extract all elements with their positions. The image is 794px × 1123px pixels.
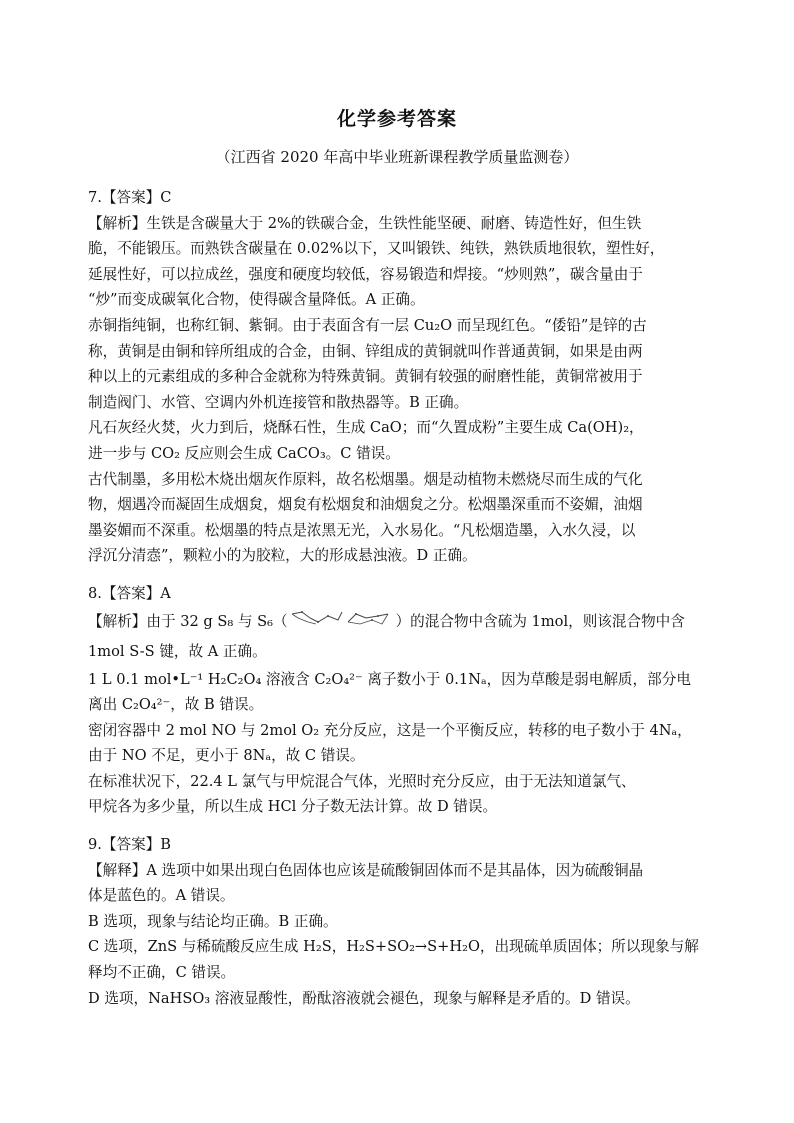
- q7-line: 制造阀门、水管、空调内外机连接管和散热器等。B 正确。: [88, 393, 469, 411]
- question-8: [88, 581, 708, 820]
- answer-content: [88, 185, 708, 1011]
- question-9: [88, 832, 708, 1011]
- q7-line: 古代制墨，多用松木烧出烟灰作原料，故名松烟墨。烟是动植物未燃烧尽而生成的气化: [88, 470, 643, 488]
- q8-line: 由于 NO 不足，更小于 8Nₐ，故 C 错误。: [88, 747, 365, 765]
- q9-line: B 选项，现象与结论均正确。B 正确。: [88, 912, 338, 930]
- q8-line-with-structure: [88, 607, 708, 637]
- q7-line: 延展性好，可以拉成丝，强度和硬度均较低，容易锻造和焊接。“炒则熟”，碳含量由于: [88, 265, 643, 283]
- q9-line: C 选项，ZnS 与稀硫酸反应生成 H₂S，H₂S+SO₂→S+H₂O，出现硫单质固体；所以现象与解: [88, 938, 699, 956]
- q9-answer: 9.【答案】B: [88, 836, 172, 854]
- q7-line: 赤铜指纯铜，也称红铜、紫铜。由于表面含有一层 Cu₂O 而呈现红色。“倭铅”是锌的古: [88, 316, 647, 334]
- q7-line: 进一步与 CO₂ 反应则会生成 CaCO₃。C 错误。: [88, 444, 400, 462]
- q8-line: 1 L 0.1 mol•L⁻¹ H₂C₂O₄ 溶液含 C₂O₄²⁻ 离子数小于 0.1Nₐ，因为草酸是弱电解质，部分电: [88, 670, 691, 688]
- q7-line: 物，烟遇冷而凝固生成烟炱，烟炱有松烟炱和油烟炱之分。松烟墨深重而不姿媚，油烟: [88, 496, 643, 514]
- q9-line: 【解释】A 选项中如果出现白色固体也应该是硫酸铜固体而不是其晶体，因为硫酸铜晶: [88, 861, 644, 879]
- q7-line: 种以上的元素组成的多种合金就称为特殊黄铜。黄铜有较强的耐磨性能，黄铜常被用于: [88, 368, 643, 386]
- q8-line1-end: ）的混合物中含硫为 1mol，则该混合物中含: [395, 612, 685, 630]
- q7-line: 浮沉分清悫”，颗粒小的为胶粒，大的形成悬浊液。D 正确。: [88, 547, 477, 565]
- q7-line: 称，黄铜是由铜和锌所组成的合金，由铜、锌组成的黄铜就叫作普通黄铜，如果是由两: [88, 342, 643, 360]
- q8-line: 1mol S-S 键，故 A 正确。: [88, 642, 267, 660]
- page-title: 化学参考答案: [336, 108, 457, 130]
- q9-line: 释均不正确，C 错误。: [88, 964, 236, 982]
- sulfur-ring-structure-icon: [288, 608, 396, 630]
- q7-line: “炒”而变成碳氧化合物，使得碳含量降低。A 正确。: [88, 291, 425, 309]
- q8-line: 离出 C₂O₄²⁻，故 B 错误。: [88, 696, 264, 714]
- q9-line: 体是蓝色的。A 错误。: [88, 887, 235, 905]
- q7-line: 凡石灰经火焚，火力到后，烧酥石性，生成 CaO；而“久置成粉”主要生成 Ca(OH)₂，: [88, 419, 644, 437]
- q7-answer: 7.【答案】C: [88, 189, 172, 206]
- q8-line: 甲烷各为多少量，所以生成 HCl 分子数无法计算。故 D 错误。: [88, 798, 498, 816]
- q9-line: D 选项，NaHSO₃ 溶液显酸性，酚酞溶液就会褪色，现象与解释是矛盾的。D 错误。: [88, 989, 640, 1007]
- q7-line: 脆，不能锻压。而熟铁含碳量在 0.02%以下，又叫锻铁、纯铁，熟铁质地很软，塑性好，: [88, 240, 665, 258]
- q8-answer: 8.【答案】A: [88, 584, 171, 602]
- question-7: [88, 185, 708, 569]
- q8-line: 密闭容器中 2 mol NO 与 2mol O₂ 充分反应，这是一个平衡反应，转移的电子数小于 4Nₐ，: [88, 721, 692, 739]
- page-subtitle: （江西省 2020 年高中毕业班新课程教学质量监测卷）: [215, 148, 579, 166]
- q7-line: 【解析】生铁是含碳量大于 2%的铁碳合金，生铁性能坚硬、耐磨、铸造性好，但生铁: [88, 214, 642, 232]
- q7-line: 墨姿媚而不深重。松烟墨的特点是浓黑无光，入水易化。“凡松烟造墨，入水久浸，以: [88, 521, 636, 539]
- q8-line: 在标准状况下，22.4 L 氯气与甲烷混合气体，光照时充分反应，由于无法知道氯气、: [88, 772, 636, 790]
- q8-line1-start: 【解析】由于 32 g S₈ 与 S₆（: [88, 612, 288, 630]
